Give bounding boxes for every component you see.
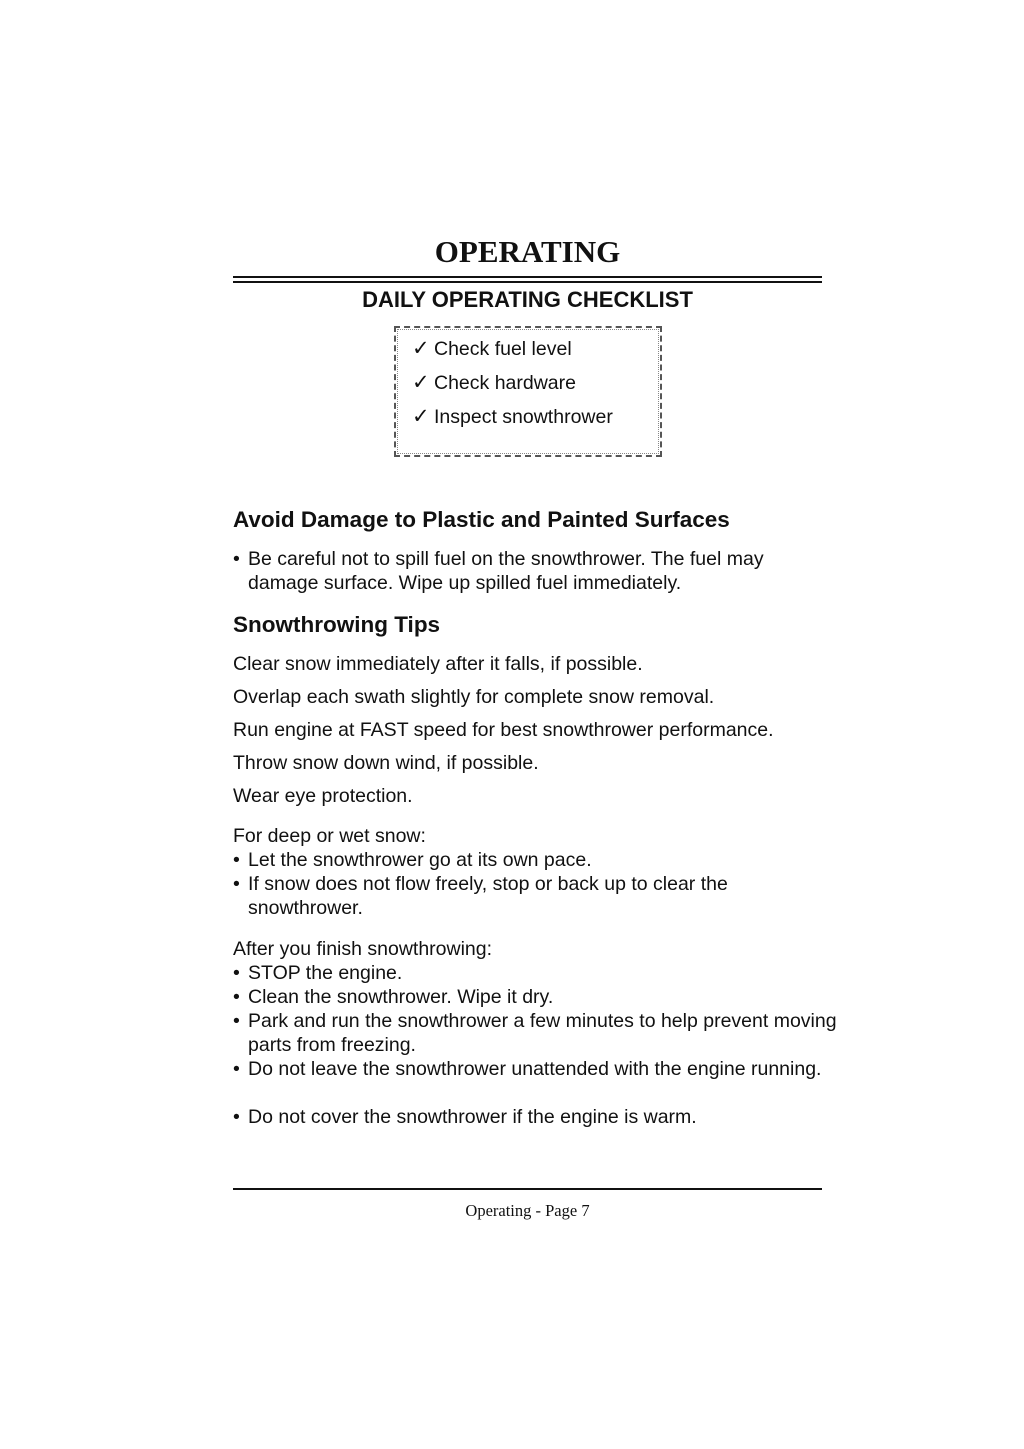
tip-line: Overlap each swath slightly for complete snow removal. <box>233 686 715 708</box>
check-mark-icon: ✓ <box>412 404 430 428</box>
after-bullet: • Do not cover the snowthrower if the engine is warm. <box>233 1106 697 1128</box>
checklist-list <box>412 332 613 434</box>
checklist-item <box>412 332 613 366</box>
tip-line: Wear eye protection. <box>233 785 413 807</box>
deep-snow-bullet: • Let the snowthrower go at its own pace. <box>233 849 592 871</box>
tip-line: Throw snow down wind, if possible. <box>233 752 539 774</box>
check-mark-icon: ✓ <box>412 336 430 360</box>
after-bullet: • Clean the snowthrower. Wipe it dry. <box>233 986 554 1008</box>
deep-snow-bullet: • If snow does not flow freely, stop or back up to clear the snowthrower. <box>233 873 728 919</box>
checklist-item <box>412 366 613 400</box>
checklist-item-label: Inspect snowthrower <box>434 406 613 428</box>
title-double-rule <box>233 276 822 283</box>
snowthrowing-tips-heading: Snowthrowing Tips <box>233 612 441 637</box>
bullet-icon: • <box>233 1106 240 1128</box>
bullet-icon: • <box>233 873 240 895</box>
checklist-item <box>412 400 613 434</box>
footer-rule <box>233 1188 822 1190</box>
after-bullet: • Do not leave the snowthrower unattended with the engine running. <box>233 1058 822 1080</box>
tip-line: Run engine at FAST speed for best snowthrower performance. <box>233 719 774 741</box>
page-footer: Operating - Page 7 <box>465 1201 590 1220</box>
bullet-icon: • <box>233 962 240 984</box>
tip-line: Clear snow immediately after it falls, if possible. <box>233 653 643 675</box>
after-bullet: • STOP the engine. <box>233 962 403 984</box>
checklist-box <box>394 326 662 457</box>
checklist-item-label: Check hardware <box>434 372 576 394</box>
check-mark-icon: ✓ <box>412 370 430 394</box>
bullet-icon: • <box>233 1010 240 1032</box>
checklist-heading: DAILY OPERATING CHECKLIST <box>362 287 693 312</box>
avoid-damage-heading: Avoid Damage to Plastic and Painted Surfaces <box>233 507 730 532</box>
page-title: OPERATING <box>434 234 621 269</box>
bullet-icon: • <box>233 849 240 871</box>
bullet-icon: • <box>233 986 240 1008</box>
bullet-icon: • <box>233 1058 240 1080</box>
avoid-damage-bullet: • Be careful not to spill fuel on the snowthrower. The fuel may damage surface. Wipe up spilled fuel immediately. <box>233 548 764 594</box>
bullet-icon: • <box>233 548 240 570</box>
after-bullet: • Park and run the snowthrower a few minutes to help prevent moving parts from freezing. <box>233 1010 837 1056</box>
checklist-item-label: Check fuel level <box>434 338 572 360</box>
after-snowthrowing-intro: After you finish snowthrowing: <box>233 938 493 960</box>
deep-snow-intro: For deep or wet snow: <box>233 825 426 847</box>
